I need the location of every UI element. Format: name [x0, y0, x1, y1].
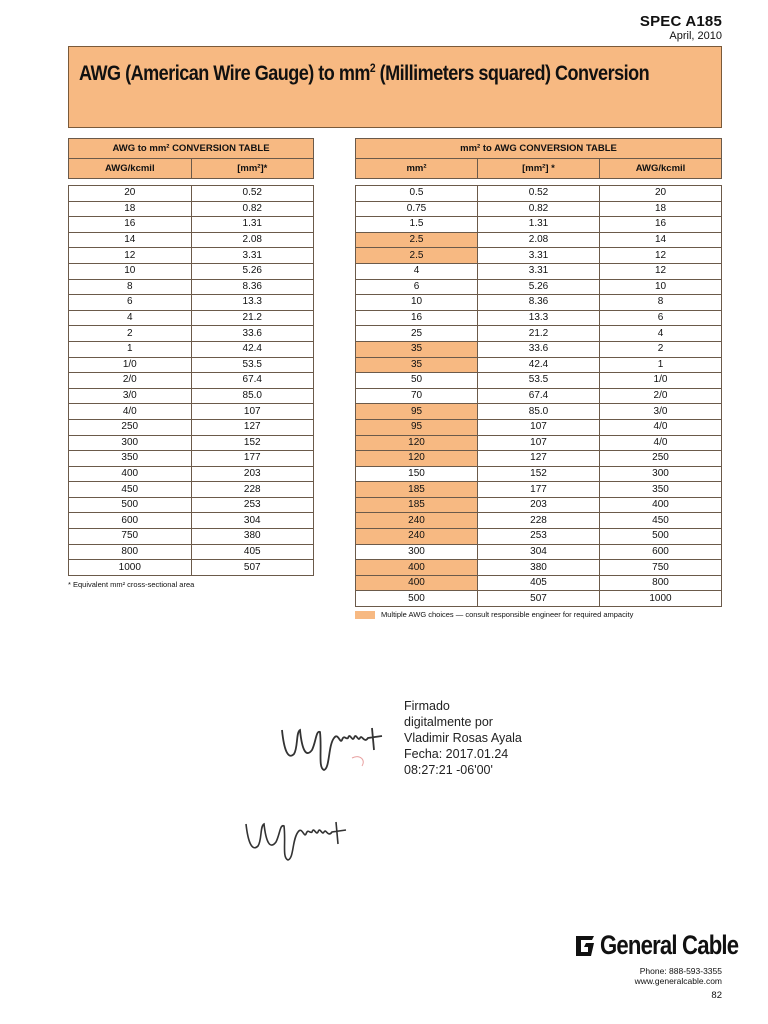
table-row [69, 295, 314, 311]
mm2-cell: 177 [191, 451, 313, 467]
awg-cell: 600 [69, 513, 192, 529]
awg-cell: 4 [69, 310, 192, 326]
awg-cell: 4/0 [600, 419, 722, 435]
mm2-cell: 4 [356, 263, 478, 279]
table-row [356, 591, 722, 607]
mm2-cell: 67.4 [191, 373, 313, 389]
mm2-cell: 500 [356, 591, 478, 607]
awg-cell: 16 [600, 217, 722, 233]
awg-cell: 1/0 [69, 357, 192, 373]
mm2-cell: 25 [356, 326, 478, 342]
mm2-cell: 6 [356, 279, 478, 295]
awg-cell: 12 [600, 248, 722, 264]
title-banner [68, 46, 722, 128]
mm2-cell: 13.3 [191, 295, 313, 311]
mm2-cell: 120 [356, 435, 478, 451]
table-row [69, 529, 314, 545]
table-row [356, 575, 722, 591]
equiv-mm2-cell: 228 [478, 513, 600, 529]
awg-cell: 18 [69, 201, 192, 217]
mm2-cell: 10 [356, 295, 478, 311]
table-row [356, 404, 722, 420]
mm2-cell: 507 [191, 560, 313, 576]
page-number: 82 [711, 990, 722, 1001]
column-header: AWG/kcmil [69, 159, 192, 179]
sig-line: Fecha: 2017.01.24 [404, 747, 509, 761]
awg-cell: 20 [69, 186, 192, 202]
table-row [69, 497, 314, 513]
spec-code: SPEC A185 [639, 13, 722, 30]
sig-line: Firmado [404, 699, 450, 713]
awg-cell: 10 [69, 263, 192, 279]
awg-cell: 350 [600, 482, 722, 498]
table-row [356, 497, 722, 513]
table-row [356, 263, 722, 279]
awg-cell: 300 [69, 435, 192, 451]
table-row [356, 279, 722, 295]
mm2-cell: 380 [191, 529, 313, 545]
table-row [69, 310, 314, 326]
awg-to-mm2-table [68, 138, 314, 576]
contact-info [635, 966, 722, 986]
mm2-cell: 1.31 [191, 217, 313, 233]
table-row [69, 186, 314, 202]
mm2-cell: 1.5 [356, 217, 478, 233]
table-row [356, 217, 722, 233]
equiv-mm2-cell: 405 [478, 575, 600, 591]
table-row [69, 248, 314, 264]
awg-cell: 250 [600, 451, 722, 467]
website-link: www.generalcable.com [634, 976, 722, 986]
awg-cell: 8 [69, 279, 192, 295]
table-row [69, 404, 314, 420]
phone: Phone: 888-593-3355 [639, 966, 722, 976]
mm2-cell: 150 [356, 466, 478, 482]
highlight-legend [355, 610, 633, 619]
mm2-cell: 300 [356, 544, 478, 560]
equiv-mm2-cell: 152 [478, 466, 600, 482]
table-row [69, 435, 314, 451]
table-row [69, 482, 314, 498]
mm2-cell: 0.75 [356, 201, 478, 217]
mm2-cell: 42.4 [191, 341, 313, 357]
table-row [69, 388, 314, 404]
legend-swatch [355, 611, 375, 619]
equiv-mm2-cell: 3.31 [478, 248, 600, 264]
table-row [356, 341, 722, 357]
awg-cell: 800 [600, 575, 722, 591]
table-row [69, 373, 314, 389]
equiv-mm2-cell: 33.6 [478, 341, 600, 357]
mm2-cell: 400 [356, 560, 478, 576]
awg-cell: 12 [600, 263, 722, 279]
awg-cell: 2/0 [600, 388, 722, 404]
mm2-cell: 70 [356, 388, 478, 404]
mm2-cell: 107 [191, 404, 313, 420]
mm2-cell: 152 [191, 435, 313, 451]
brand-name: General Cable [600, 930, 739, 960]
awg-cell: 4/0 [600, 435, 722, 451]
table-row [69, 217, 314, 233]
mm2-to-awg-table [355, 138, 722, 607]
mm2-cell: 2.5 [356, 248, 478, 264]
table-row [356, 232, 722, 248]
awg-cell: 4 [600, 326, 722, 342]
table-row [356, 529, 722, 545]
sig-line: 08:27:21 -06'00' [404, 763, 493, 777]
equiv-mm2-cell: 253 [478, 529, 600, 545]
table-row [356, 186, 722, 202]
table-row [69, 279, 314, 295]
mm2-cell: 95 [356, 419, 478, 435]
mm2-cell: 21.2 [191, 310, 313, 326]
mm2-cell: 203 [191, 466, 313, 482]
equiv-mm2-cell: 13.3 [478, 310, 600, 326]
mm2-cell: 85.0 [191, 388, 313, 404]
table-row [356, 326, 722, 342]
table-row [356, 451, 722, 467]
footnote: * Equivalent mm² cross-sectional area [68, 580, 195, 589]
mm2-cell: 5.26 [191, 263, 313, 279]
column-header: mm² [356, 159, 478, 179]
equiv-mm2-cell: 53.5 [478, 373, 600, 389]
general-cable-logo [574, 930, 768, 961]
spec-date: April, 2010 [669, 30, 722, 42]
equiv-mm2-cell: 107 [478, 435, 600, 451]
mm2-cell: 2.5 [356, 232, 478, 248]
table-row [356, 248, 722, 264]
awg-cell: 18 [600, 201, 722, 217]
handwritten-signature [276, 710, 396, 780]
table-row [356, 419, 722, 435]
awg-cell: 20 [600, 186, 722, 202]
mm2-cell: 95 [356, 404, 478, 420]
mm2-cell: 185 [356, 497, 478, 513]
table-row [69, 326, 314, 342]
awg-cell: 3/0 [600, 404, 722, 420]
table-row [69, 232, 314, 248]
table-row [356, 310, 722, 326]
mm2-cell: 185 [356, 482, 478, 498]
equiv-mm2-cell: 0.82 [478, 201, 600, 217]
equiv-mm2-cell: 42.4 [478, 357, 600, 373]
equiv-mm2-cell: 2.08 [478, 232, 600, 248]
awg-cell: 1/0 [600, 373, 722, 389]
equiv-mm2-cell: 21.2 [478, 326, 600, 342]
table-row [356, 388, 722, 404]
column-header: AWG/kcmil [600, 159, 722, 179]
table-row [356, 513, 722, 529]
logo-mark-icon [574, 933, 596, 959]
awg-cell: 400 [69, 466, 192, 482]
awg-cell: 2 [600, 341, 722, 357]
mm2-cell: 253 [191, 497, 313, 513]
table-row [69, 451, 314, 467]
awg-cell: 250 [69, 419, 192, 435]
awg-cell: 12 [69, 248, 192, 264]
mm2-cell: 240 [356, 513, 478, 529]
table-row [69, 544, 314, 560]
mm2-cell: 0.82 [191, 201, 313, 217]
awg-cell: 500 [69, 497, 192, 513]
table-row [356, 435, 722, 451]
mm2-cell: 0.52 [191, 186, 313, 202]
page-title: AWG (American Wire Gauge) to $mm^2$ (Millimeters squared) Conversion [79, 61, 650, 85]
table-row [356, 544, 722, 560]
mm2-cell: 304 [191, 513, 313, 529]
awg-cell: 1 [600, 357, 722, 373]
mm2-cell: 240 [356, 529, 478, 545]
digital-signature-text [404, 698, 522, 778]
column-header: [mm²]* [191, 159, 313, 179]
awg-cell: 800 [69, 544, 192, 560]
awg-cell: 3/0 [69, 388, 192, 404]
table-row [356, 560, 722, 576]
table-row [69, 560, 314, 576]
awg-cell: 14 [600, 232, 722, 248]
mm2-cell: 2.08 [191, 232, 313, 248]
table-row [69, 357, 314, 373]
table-row [69, 201, 314, 217]
awg-cell: 16 [69, 217, 192, 233]
table-row [356, 482, 722, 498]
mm2-cell: 228 [191, 482, 313, 498]
table-row [356, 357, 722, 373]
awg-cell: 400 [600, 497, 722, 513]
table-row [356, 295, 722, 311]
equiv-mm2-cell: 107 [478, 419, 600, 435]
awg-cell: 450 [600, 513, 722, 529]
equiv-mm2-cell: 177 [478, 482, 600, 498]
mm2-cell: 53.5 [191, 357, 313, 373]
mm2-cell: 0.5 [356, 186, 478, 202]
equiv-mm2-cell: 1.31 [478, 217, 600, 233]
legend-text: Multiple AWG choices — consult responsible engineer for required ampacity [381, 610, 634, 619]
handwritten-signature-2 [240, 810, 360, 870]
sig-line: Vladimir Rosas Ayala [404, 731, 522, 745]
awg-cell: 500 [600, 529, 722, 545]
awg-cell: 1000 [600, 591, 722, 607]
mm2-cell: 8.36 [191, 279, 313, 295]
equiv-mm2-cell: 67.4 [478, 388, 600, 404]
column-header: [mm²] * [478, 159, 600, 179]
table-row [69, 263, 314, 279]
awg-cell: 8 [600, 295, 722, 311]
table-row [356, 373, 722, 389]
equiv-mm2-cell: 203 [478, 497, 600, 513]
mm2-cell: 50 [356, 373, 478, 389]
spec-header [640, 14, 722, 42]
table-row [69, 513, 314, 529]
mm2-cell: 33.6 [191, 326, 313, 342]
table-title: mm² to AWG CONVERSION TABLE [356, 139, 722, 159]
awg-cell: 10 [600, 279, 722, 295]
equiv-mm2-cell: 8.36 [478, 295, 600, 311]
awg-cell: 750 [600, 560, 722, 576]
equiv-mm2-cell: 0.52 [478, 186, 600, 202]
awg-cell: 300 [600, 466, 722, 482]
sig-line: digitalmente por [404, 715, 493, 729]
table-row [69, 341, 314, 357]
mm2-cell: 16 [356, 310, 478, 326]
mm2-cell: 120 [356, 451, 478, 467]
equiv-mm2-cell: 85.0 [478, 404, 600, 420]
table-row [356, 201, 722, 217]
equiv-mm2-cell: 507 [478, 591, 600, 607]
awg-cell: 750 [69, 529, 192, 545]
awg-cell: 1000 [69, 560, 192, 576]
awg-cell: 6 [69, 295, 192, 311]
mm2-cell: 35 [356, 341, 478, 357]
table-title: AWG to mm² CONVERSION TABLE [69, 139, 314, 159]
mm2-cell: 127 [191, 419, 313, 435]
table-row [69, 419, 314, 435]
awg-cell: 1 [69, 341, 192, 357]
table-row [356, 466, 722, 482]
awg-cell: 2/0 [69, 373, 192, 389]
awg-cell: 2 [69, 326, 192, 342]
equiv-mm2-cell: 304 [478, 544, 600, 560]
equiv-mm2-cell: 3.31 [478, 263, 600, 279]
table-row [69, 466, 314, 482]
awg-cell: 6 [600, 310, 722, 326]
mm2-cell: 405 [191, 544, 313, 560]
awg-cell: 450 [69, 482, 192, 498]
mm2-cell: 35 [356, 357, 478, 373]
mm2-cell: 3.31 [191, 248, 313, 264]
equiv-mm2-cell: 5.26 [478, 279, 600, 295]
awg-cell: 14 [69, 232, 192, 248]
equiv-mm2-cell: 380 [478, 560, 600, 576]
equiv-mm2-cell: 127 [478, 451, 600, 467]
awg-cell: 4/0 [69, 404, 192, 420]
mm2-cell: 400 [356, 575, 478, 591]
awg-cell: 350 [69, 451, 192, 467]
awg-cell: 600 [600, 544, 722, 560]
